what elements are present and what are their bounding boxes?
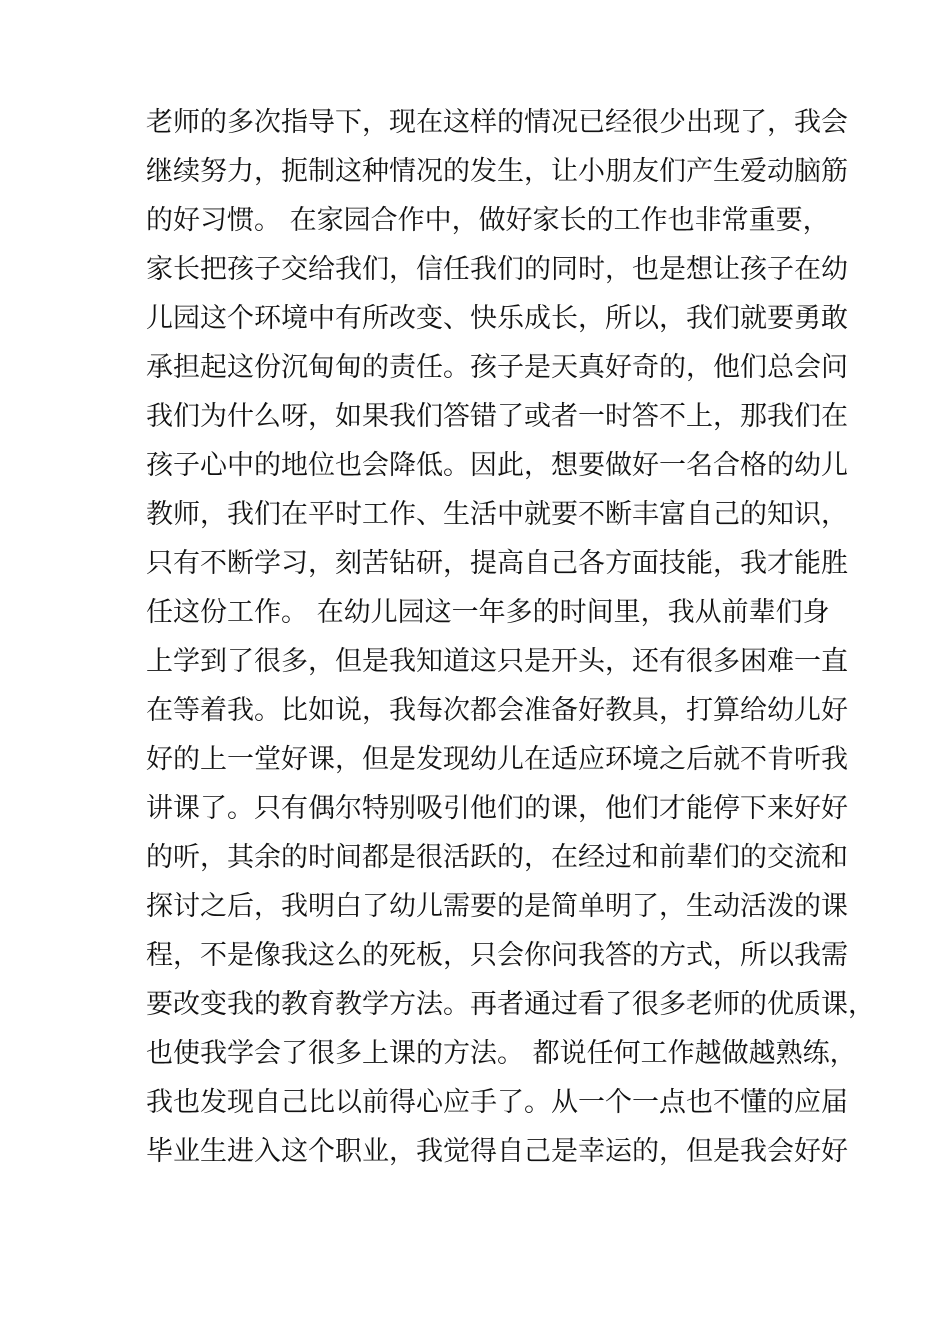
text-line: 只有不断学习，刻苦钻研，提高自己各方面技能，我才能胜 xyxy=(146,548,848,579)
text-line: 在等着我。比如说，我每次都会准备好教具，打算给幼儿好 xyxy=(146,695,848,726)
text-line: 继续努力，扼制这种情况的发生，让小朋友们产生爱动脑筋 xyxy=(146,156,848,187)
text-line: 要改变我的教育教学方法。再者通过看了很多老师的优质课， xyxy=(146,989,875,1020)
text-line: 教师，我们在平时工作、生活中就要不断丰富自己的知识， xyxy=(146,499,848,530)
text-line: 我们为什么呀，如果我们答错了或者一时答不上，那我们在 xyxy=(146,401,848,432)
text-line: 孩子心中的地位也会降低。因此，想要做好一名合格的幼儿 xyxy=(146,450,848,481)
text-line: 探讨之后，我明白了幼儿需要的是简单明了，生动活泼的课 xyxy=(146,891,848,922)
text-line: 也使我学会了很多上课的方法。 都说任何工作越做越熟练， xyxy=(146,1038,857,1069)
body-text xyxy=(146,98,875,1176)
text-line: 上学到了很多，但是我知道这只是开头，还有很多困难一直 xyxy=(146,646,848,677)
text-line: 讲课了。只有偶尔特别吸引他们的课，他们才能停下来好好 xyxy=(146,793,848,824)
text-line: 的听，其余的时间都是很活跃的，在经过和前辈们的交流和 xyxy=(146,842,848,873)
text-line: 我也发现自己比以前得心应手了。从一个一点也不懂的应届 xyxy=(146,1087,848,1118)
text-line: 承担起这份沉甸甸的责任。孩子是天真好奇的，他们总会问 xyxy=(146,352,848,383)
text-line: 任这份工作。 在幼儿园这一年多的时间里，我从前辈们身 xyxy=(146,597,830,628)
text-line: 毕业生进入这个职业，我觉得自己是幸运的，但是我会好好 xyxy=(146,1136,848,1167)
text-line: 老师的多次指导下，现在这样的情况已经很少出现了，我会 xyxy=(146,107,848,138)
text-line: 好的上一堂好课，但是发现幼儿在适应环境之后就不肯听我 xyxy=(146,744,848,775)
text-line: 程，不是像我这么的死板，只会你问我答的方式，所以我需 xyxy=(146,940,848,971)
text-line: 的好习惯。 在家园合作中，做好家长的工作也非常重要， xyxy=(146,205,830,236)
text-line: 儿园这个环境中有所改变、快乐成长，所以，我们就要勇敢 xyxy=(146,303,848,334)
text-line: 家长把孩子交给我们，信任我们的同时，也是想让孩子在幼 xyxy=(146,254,848,285)
